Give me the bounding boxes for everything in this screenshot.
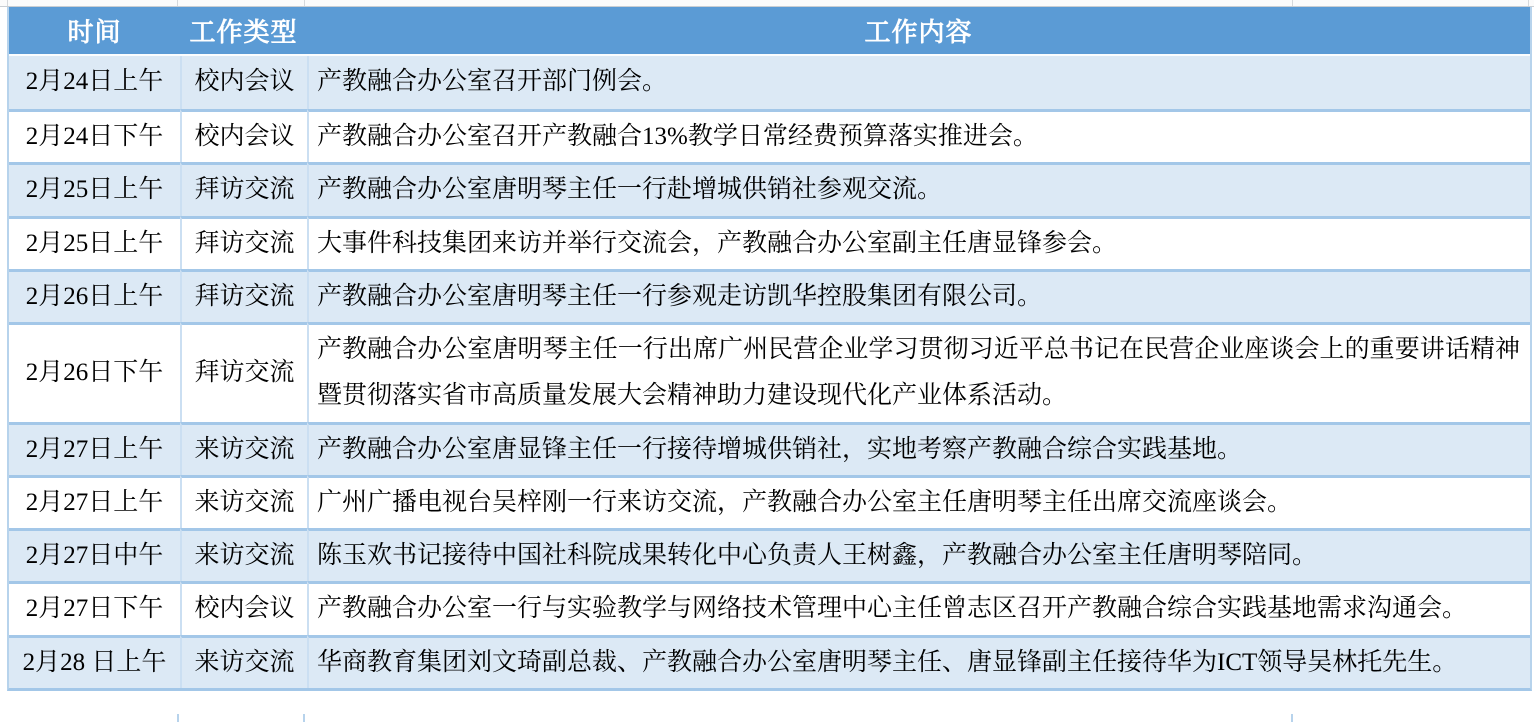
type-cell: 拜访交流 [180,322,307,422]
type-cell: 校内会议 [180,109,307,162]
header-row [9,7,1530,56]
type-cell: 拜访交流 [180,162,307,215]
content-cell: 产教融合办公室召开部门例会。 [307,56,1530,109]
table-row [9,528,1530,581]
content-cell: 产教融合办公室唐明琴主任一行参观走访凯华控股集团有限公司。 [307,269,1530,322]
time-cell: 2月25日上午 [9,162,180,215]
time-cell: 2月27日中午 [9,528,180,581]
content-cell: 大事件科技集团来访并举行交流会，产教融合办公室副主任唐显锋参会。 [307,216,1530,269]
sheet-strip-top [0,0,1534,7]
time-cell: 2月27日下午 [9,581,180,634]
table-row [9,322,1530,422]
time-cell: 2月27日上午 [9,475,180,528]
table-row [9,581,1530,634]
time-cell: 2月27日上午 [9,422,180,475]
type-cell: 校内会议 [180,581,307,634]
table-row [9,475,1530,528]
content-cell: 陈玉欢书记接待中国社科院成果转化中心负责人王树鑫，产教融合办公室主任唐明琴陪同。 [307,528,1530,581]
time-cell: 2月25日上午 [9,216,180,269]
table-row [9,162,1530,215]
type-cell: 来访交流 [180,422,307,475]
table-row [9,109,1530,162]
column-header-content: 工作内容 [307,7,1530,56]
type-cell: 校内会议 [180,56,307,109]
sheet-gridline [177,714,179,722]
table-row [9,422,1530,475]
table-row [9,216,1530,269]
content-cell: 广州广播电视台吴梓刚一行来访交流，产教融合办公室主任唐明琴主任出席交流座谈会。 [307,475,1530,528]
work-schedule-table [7,7,1532,691]
table-row [9,56,1530,109]
sheet-gridline [303,714,305,722]
column-header-type: 工作类型 [180,7,307,56]
content-cell: 产教融合办公室一行与实验教学与网络技术管理中心主任曾志区召开产教融合综合实践基地需求沟通会。 [307,581,1530,634]
content-cell: 产教融合办公室唐明琴主任一行赴增城供销社参观交流。 [307,162,1530,215]
time-cell: 2月24日下午 [9,109,180,162]
time-cell: 2月24日上午 [9,56,180,109]
sheet-gridline [1291,714,1293,722]
content-cell: 产教融合办公室唐明琴主任一行出席广州民营企业学习贯彻习近平总书记在民营企业座谈会上的重要讲话精神暨贯彻落实省市高质量发展大会精神助力建设现代化产业体系活动。 [307,322,1530,422]
type-cell: 来访交流 [180,528,307,581]
sheet-strip-bottom [0,714,1534,722]
type-cell: 来访交流 [180,635,307,688]
type-cell: 拜访交流 [180,216,307,269]
time-cell: 2月26日下午 [9,322,180,422]
table-row [9,635,1530,688]
content-cell: 华商教育集团刘文琦副总裁、产教融合办公室唐明琴主任、唐显锋副主任接待华为ICT领导吴林托先生。 [307,635,1530,688]
time-cell: 2月26日上午 [9,269,180,322]
table-row [9,269,1530,322]
type-cell: 来访交流 [180,475,307,528]
content-cell: 产教融合办公室唐显锋主任一行接待增城供销社，实地考察产教融合综合实践基地。 [307,422,1530,475]
column-header-time: 时间 [9,7,180,56]
content-cell: 产教融合办公室召开产教融合13%教学日常经费预算落实推进会。 [307,109,1530,162]
type-cell: 拜访交流 [180,269,307,322]
time-cell: 2月28 日上午 [9,635,180,688]
